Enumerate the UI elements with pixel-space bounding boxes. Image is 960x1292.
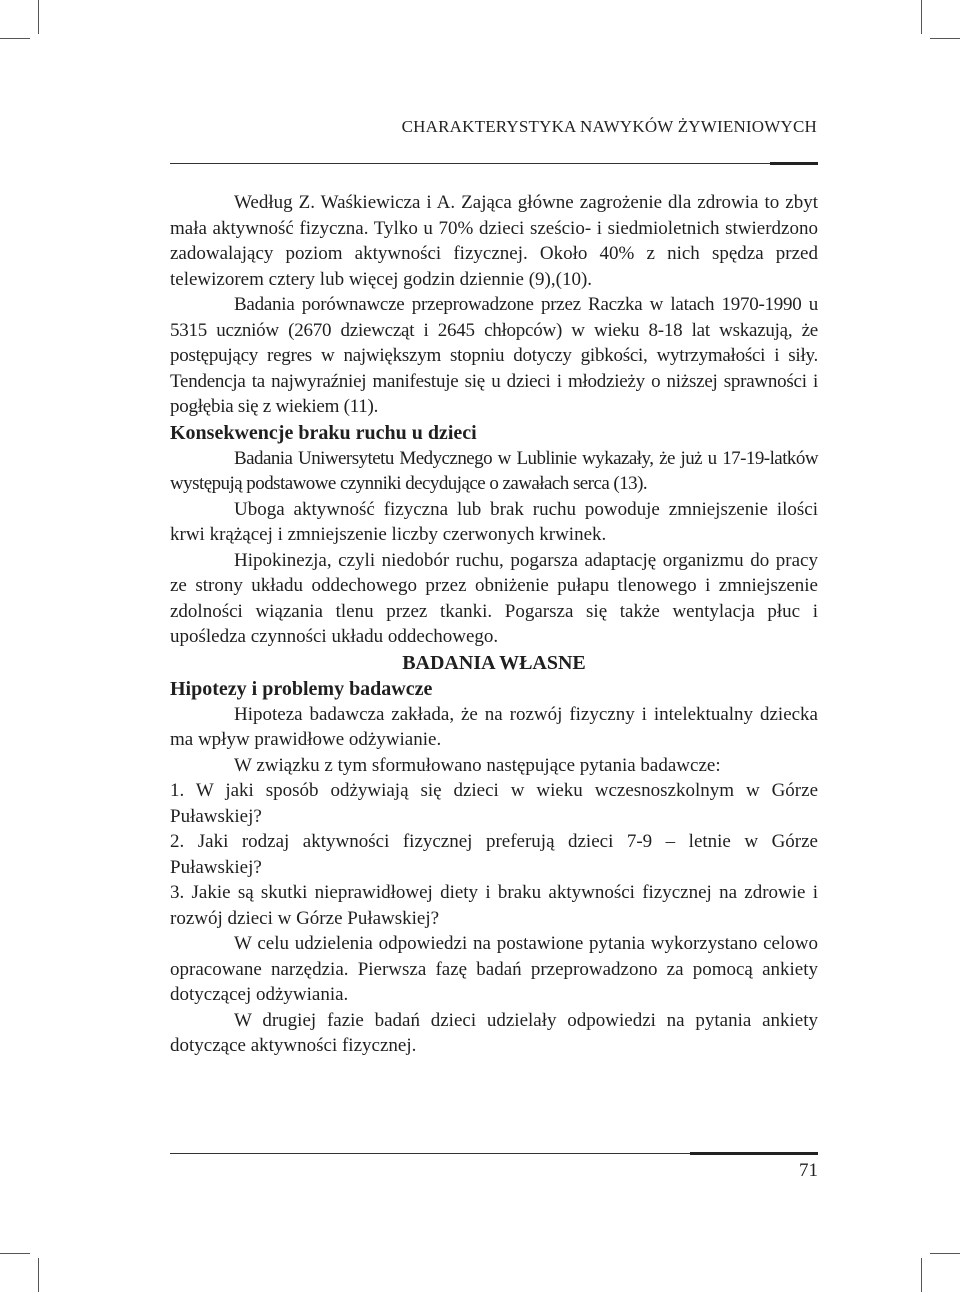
section-heading: Hipotezy i problemy badawcze [170, 677, 433, 700]
crop-mark [930, 1253, 960, 1254]
chapter-title: BADANIA WŁASNE [402, 651, 586, 674]
page-number: 71 [799, 1160, 818, 1181]
header-rule-accent [770, 162, 818, 165]
crop-mark [0, 38, 30, 39]
crop-mark [930, 38, 960, 39]
paragraph: W drugiej fazie badań dzieci udzielały odpowiedzi na pytania ankiety dotyczące aktywności fizycznej. [170, 1009, 818, 1056]
footer-rule [170, 1153, 690, 1154]
header-rule [170, 163, 770, 164]
research-question: 1. W jaki sposób odżywiają się dzieci w wieku wczesnoszkolnym w Górze Puławskiej? [170, 780, 818, 827]
research-question: 3. Jakie są skutki nieprawidłowej diety i braku aktywności fizycznej na zdrowie i rozwój dzieci w Górze Puławskiej? [170, 882, 818, 929]
paragraph: Uboga aktywność fizyczna lub brak ruchu powoduje zmniejszenie ilości krwi krążącej i zmniejszenie liczby czerwonych krwinek. [170, 498, 818, 545]
paragraph: Według Z. Waśkiewicza i A. Zająca główne zagrożenie dla zdrowia to zbyt mała aktywność fizyczna. Tylko u 70% dzieci sześcio- i siedmioletnich stwierdzono zadowalający poziom aktywności fizycznej. Około 40% z nich spędza przed telewizorem cztery lub więcej godzin dziennie (9),(10). [170, 192, 818, 290]
paragraph: Hipoteza badawcza zakłada, że na rozwój fizyczny i intelektualny dziecka ma wpływ prawidłowe odżywianie. [170, 703, 818, 750]
running-header: CHARAKTERYSTYKA NAWYKÓW ŻYWIENIOWYCH [401, 117, 817, 136]
crop-mark [921, 0, 922, 34]
page-body [170, 190, 818, 1059]
crop-mark [0, 1253, 30, 1254]
research-question: 2. Jaki rodzaj aktywności fizycznej preferują dzieci 7-9 – letnie w Górze Puławskiej? [170, 831, 818, 878]
paragraph: Badania Uniwersytetu Medycznego w Lublinie wykazały, że już u 17-19-latków występują podstawowe czynniki decydujące o zawałach serca (13). [170, 447, 818, 494]
paragraph: W celu udzielenia odpowiedzi na postawione pytania wykorzystano celowo opracowane narzędzia. Pierwsza fazę badań przeprowadzono za pomocą ankiety dotyczącej odżywiania. [170, 933, 818, 1005]
crop-mark [38, 1258, 39, 1292]
crop-mark [38, 0, 39, 34]
paragraph: W związku z tym sformułowano następujące pytania badawcze: [234, 754, 721, 776]
paragraph: Hipokinezja, czyli niedobór ruchu, pogarsza adaptację organizmu do pracy ze strony układu oddechowego przez obniżenie pułapu tlenowego i zmniejszenie zdolności wiązania tlenu przez tkanki. Pogarsza się także wentylacja płuc i upośledza czynności układu oddechowego. [170, 549, 818, 647]
crop-mark [921, 1258, 922, 1292]
paragraph: Badania porównawcze przeprowadzone przez Raczka w latach 1970-1990 u 5315 uczniów (2670 dziewcząt i 2645 chłopców) w wieku 8-18 lat wskazują, że postępujący regres w największym stopniu dotyczy gibkości, wytrzymałości i siły. Tendencja ta najwyraźniej manifestuje się u dzieci i młodzieży o niższej sprawności i pogłębia się z wiekiem (11). [170, 294, 818, 417]
footer-rule-accent [690, 1152, 818, 1155]
section-heading: Konsekwencje braku ruchu u dzieci [170, 421, 477, 444]
